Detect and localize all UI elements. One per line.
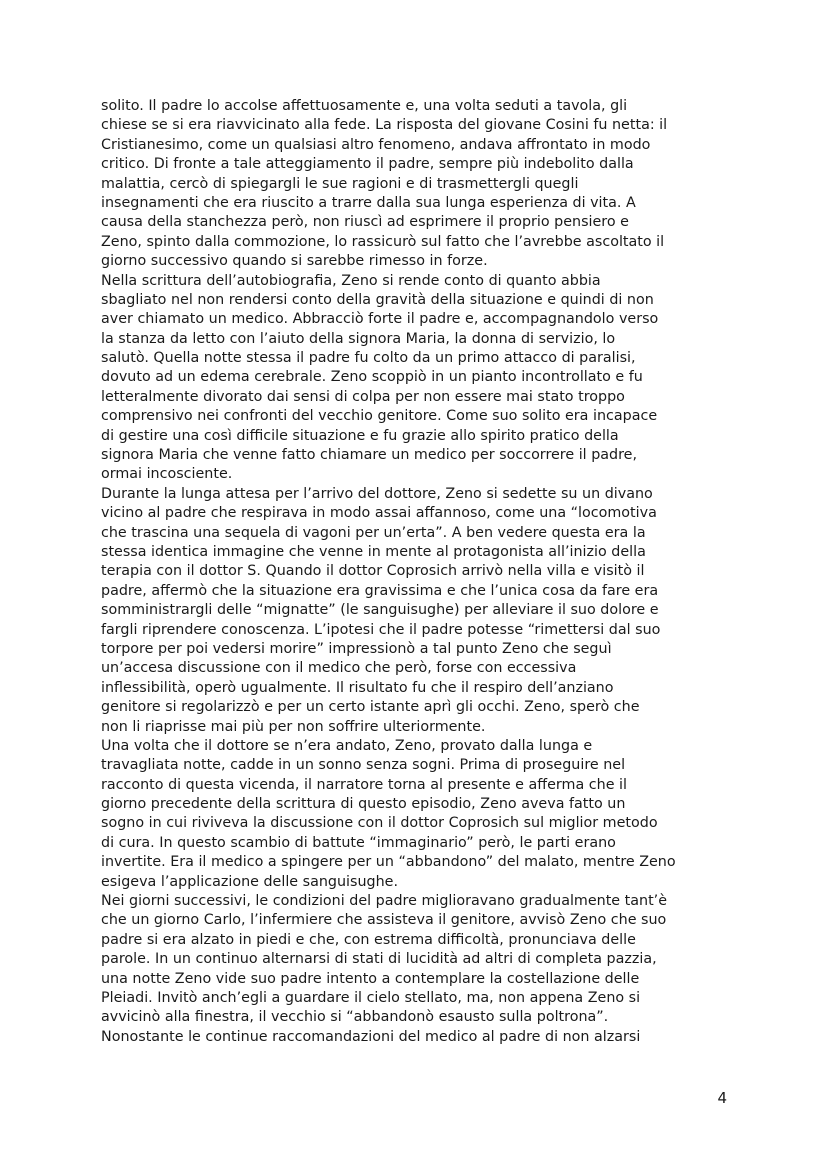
text-line: Nonostante le continue raccomandazioni del medico al padre di non alzarsi xyxy=(101,1028,641,1045)
text-line: una notte Zeno vide suo padre intento a contemplare la costellazione delle xyxy=(101,970,640,987)
text-line: travagliata notte, cadde in un sonno senza sogni. Prima di proseguire nel xyxy=(101,757,626,774)
text-line: chiese se si era riavvicinato alla fede. La risposta del giovane Cosini fu netta: il xyxy=(101,117,668,134)
text-line: Cristianesimo, come un qualsiasi altro fenomeno, andava affrontato in modo xyxy=(101,136,651,153)
text-line: critico. Di fronte a tale atteggiamento il padre, sempre più indebolito dalla xyxy=(101,156,634,173)
text-line: causa della stanchezza però, non riuscì ad esprimere il proprio pensiero e xyxy=(101,214,629,231)
text-line: che trascina una sequela di vagoni per un’erta”. A ben vedere questa era la xyxy=(101,524,646,541)
text-line: Nella scrittura dell’autobiografia, Zeno si rende conto di quanto abbia xyxy=(101,272,601,289)
text-line: Nei giorni successivi, le condizioni del padre miglioravano gradualmente tant’è xyxy=(101,893,668,910)
text-line: inflessibilità, operò ugualmente. Il risultato fu che il respiro dell’anziano xyxy=(101,679,614,696)
text-line: fargli riprendere conoscenza. L’ipotesi che il padre potesse “rimettersi dal suo xyxy=(101,621,661,638)
text-line: di cura. In questo scambio di battute “immaginario” però, le parti erano xyxy=(101,834,616,851)
text-line: torpore per poi vedersi morire” impressionò a tal punto Zeno che seguì xyxy=(101,640,612,657)
text-line: malattia, cercò di spiegargli le sue ragioni e di trasmettergli quegli xyxy=(101,175,579,192)
text-line: solito. Il padre lo accolse affettuosamente e, una volta seduti a tavola, gli xyxy=(101,98,628,114)
page-number: 4 xyxy=(717,1089,727,1107)
text-line: parole. In un continuo alternarsi di stati di lucidità ad altri di completa pazzia, xyxy=(101,951,657,968)
text-line: terapia con il dottor S. Quando il dottor Coprosich arrivò nella villa e visitò il xyxy=(101,563,645,580)
text-line: la stanza da letto con l’aiuto della signora Maria, la donna di servizio, lo xyxy=(101,330,616,347)
text-line: dovuto ad un edema cerebrale. Zeno scoppiò in un pianto incontrollato e fu xyxy=(101,369,643,386)
text-line: racconto di questa vicenda, il narratore torna al presente e afferma che il xyxy=(101,776,627,793)
text-line: un’accesa discussione con il medico che però, forse con eccessiva xyxy=(101,660,577,677)
text-line: giorno successivo quando si sarebbe rimesso in forze. xyxy=(101,253,488,270)
text-line: Durante la lunga attesa per l’arrivo del dottore, Zeno si sedette su un divano xyxy=(101,485,653,502)
text-line: vicino al padre che respirava in modo assai affannoso, come una “locomotiva xyxy=(101,505,657,522)
text-line: letteralmente divorato dai sensi di colpa per non essere mai stato troppo xyxy=(101,388,625,405)
text-line: padre, affermò che la situazione era gravissima e che l’unica cosa da fare era xyxy=(101,582,659,599)
text-line: che un giorno Carlo, l’infermiere che assisteva il genitore, avvisò Zeno che suo xyxy=(101,912,667,929)
text-line: genitore si regolarizzò e per un certo istante aprì gli occhi. Zeno, sperò che xyxy=(101,699,640,716)
text-line: di gestire una così difficile situazione e fu grazie allo spirito pratico della xyxy=(101,427,619,444)
text-line: insegnamenti che era riuscito a trarre dalla sua lunga esperienza di vita. A xyxy=(101,194,636,211)
text-line: Zeno, spinto dalla commozione, lo rassicurò sul fatto che l’avrebbe ascoltato il xyxy=(101,233,665,250)
text-line: somministrargli delle “mignatte” (le sanguisughe) per alleviare il suo dolore e xyxy=(101,602,659,619)
text-line: stessa identica immagine che venne in mente al protagonista all’inizio della xyxy=(101,543,646,560)
body-text xyxy=(101,97,731,1047)
text-line: non li riaprisse mai più per non soffrire ulteriormente. xyxy=(101,718,486,735)
text-line: aver chiamato un medico. Abbracciò forte il padre e, accompagnandolo verso xyxy=(101,311,659,328)
text-line: avvicinò alla finestra, il vecchio si “abbandonò esausto sulla poltrona”. xyxy=(101,1009,609,1026)
text-line: Pleiadi. Invitò anch’egli a guardare il cielo stellato, ma, non appena Zeno si xyxy=(101,989,641,1006)
text-line: signora Maria che venne fatto chiamare un medico per soccorrere il padre, xyxy=(101,447,638,464)
text-line: esigeva l’applicazione delle sanguisughe. xyxy=(101,873,398,890)
text-line: padre si era alzato in piedi e che, con estrema difficoltà, pronunciava delle xyxy=(101,931,636,948)
text-line: salutò. Quella notte stessa il padre fu colto da un primo attacco di paralisi, xyxy=(101,350,636,367)
text-line: ormai incosciente. xyxy=(101,466,233,483)
text-line: sbagliato nel non rendersi conto della gravità della situazione e quindi di non xyxy=(101,291,654,308)
text-line: sogno in cui riviveva la discussione con il dottor Coprosich sul miglior metodo xyxy=(101,815,658,832)
text-line: comprensivo nei confronti del vecchio genitore. Come suo solito era incapace xyxy=(101,408,658,425)
text-line: giorno precedente della scrittura di questo episodio, Zeno aveva fatto un xyxy=(101,796,626,813)
text-line: Una volta che il dottore se n’era andato, Zeno, provato dalla lunga e xyxy=(101,737,593,754)
text-line: invertite. Era il medico a spingere per un “abbandono” del malato, mentre Zeno xyxy=(101,854,676,871)
